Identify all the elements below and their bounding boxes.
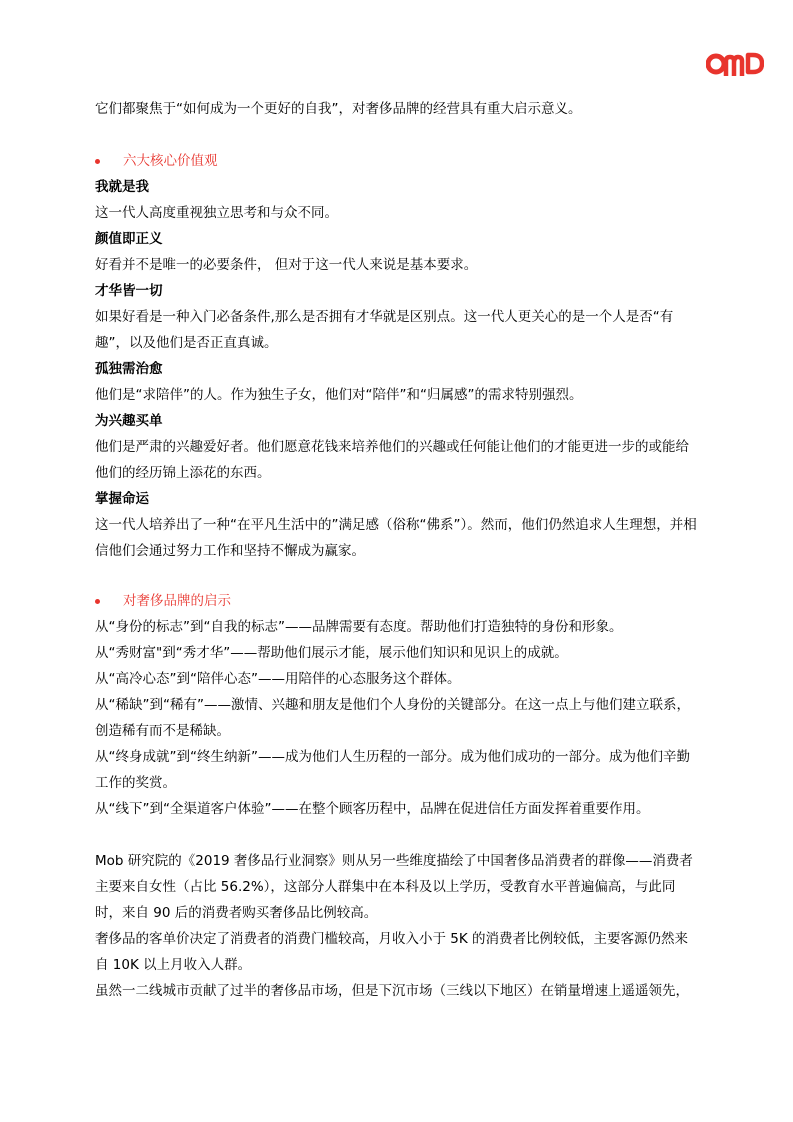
closing-paragraph: Mob 研究院的《2019 奢侈品行业洞察》则从另一些维度描绘了中国奢侈品消费者的群像——消费者主要来自女性（占比 56.2%），这部分人群集中在本科及以上学历，受教育水平普遍偏高，与此同时，来自 90 后的消费者购买奢侈品比例较高。 — [95, 853, 693, 921]
value-body: 好看并不是唯一的必要条件， 但对于这一代人来说是基本要求。 — [95, 257, 478, 273]
closing-paragraph: 虽然一二线城市贡献了过半的奢侈品市场，但是下沉市场（三线以下地区）在销量增速上遥遥领先， — [95, 983, 689, 999]
insight-item: 从“终身成就”到“终生纳新”——成为他们人生历程的一部分。成为他们成功的一部分。成为他们辛勤工作的奖赏。 — [95, 749, 690, 791]
insights-section-heading: 对奢侈品牌的启示 — [95, 588, 701, 614]
value-body: 这一代人高度重视独立思考和与众不同。 — [95, 205, 338, 221]
document-body — [95, 96, 701, 1004]
insight-item: 从“高冷心态”到“陪伴心态”——用陪伴的心态服务这个群体。 — [95, 671, 461, 687]
intro-paragraph: 它们都聚焦于“如何成为一个更好的自我”，对奢侈品牌的经营具有重大启示意义。 — [95, 101, 582, 117]
insight-item: 从“秀财富"到“秀才华”——帮助他们展示才能，展示他们知识和见识上的成就。 — [95, 645, 568, 661]
bullet-icon — [95, 599, 100, 604]
value-body: 他们是“求陪伴”的人。作为独生子女，他们对“陪伴”和“归属感”的需求特别强烈。 — [95, 387, 583, 403]
insight-item: 从“身份的标志”到“自我的标志”——品牌需要有态度。帮助他们打造独特的身份和形象。 — [95, 619, 623, 635]
insight-item: 从“线下”到“全渠道客户体验”——在整个顾客历程中，品牌在促进信任方面发挥着重要作用。 — [95, 801, 650, 817]
value-title: 孤独需治愈 — [95, 361, 163, 377]
omd-logo — [706, 52, 764, 80]
value-title: 我就是我 — [95, 179, 149, 195]
value-body: 这一代人培养出了一种“在平凡生活中的”满足感（俗称“佛系”）。然而，他们仍然追求人生理想，并相信他们会通过努力工作和坚持不懈成为赢家。 — [95, 517, 697, 559]
values-section-heading: 六大核心价值观 — [95, 148, 701, 174]
closing-paragraph: 奢侈品的客单价决定了消费者的消费门槛较高，月收入小于 5K 的消费者比例较低，主要客源仍然来自 10K 以上月收入人群。 — [95, 931, 689, 973]
bullet-icon — [95, 159, 100, 164]
value-body: 如果好看是一种入门必备条件,那么是否拥有才华就是区别点。这一代人更关心的是一个人是否“有趣”，以及他们是否正直真诚。 — [95, 309, 674, 351]
insight-item: 从“稀缺”到“稀有”——激情、兴趣和朋友是他们个人身份的关键部分。在这一点上与他们建立联系，创造稀有而不是稀缺。 — [95, 697, 690, 739]
value-title: 为兴趣买单 — [95, 413, 163, 429]
value-body: 他们是严肃的兴趣爱好者。他们愿意花钱来培养他们的兴趣或任何能让他们的才能更进一步的或能给他们的经历锦上添花的东西。 — [95, 439, 689, 481]
value-title: 颜值即正义 — [95, 231, 163, 247]
value-title: 掌握命运 — [95, 491, 149, 507]
value-title: 才华皆一切 — [95, 283, 163, 299]
